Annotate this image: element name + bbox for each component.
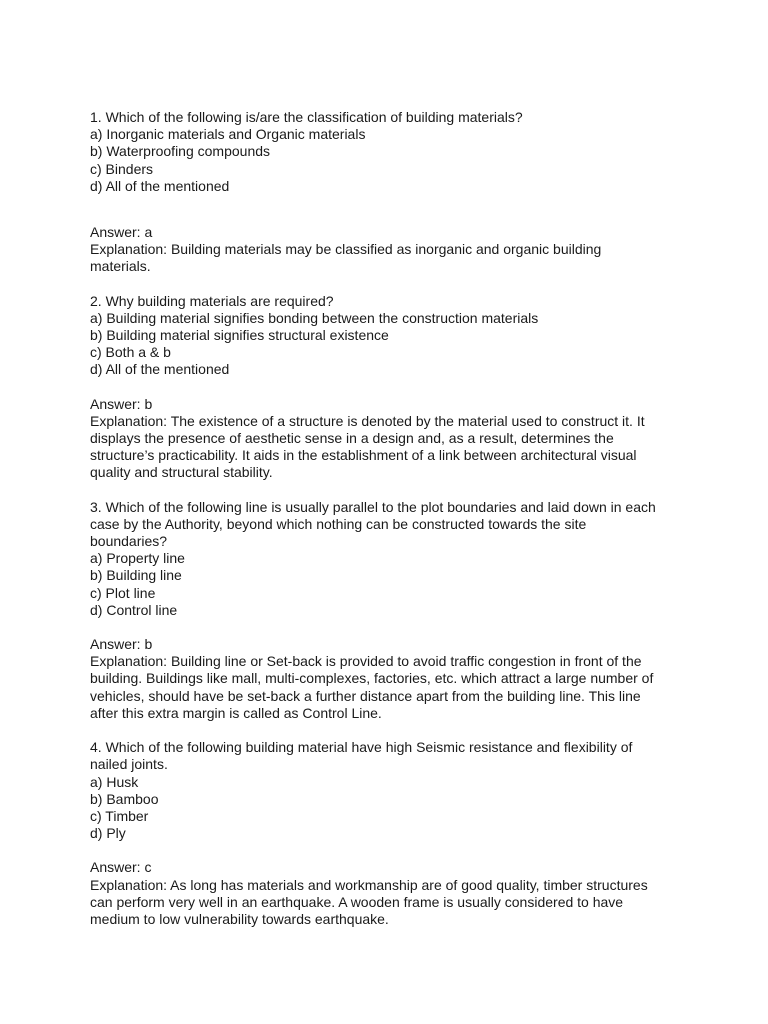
explanation-line: displays the presence of aesthetic sense in a design and, as a result, determines the bbox=[90, 430, 614, 447]
question-text: 3. Which of the following line is usually parallel to the plot boundaries and laid down in each bbox=[90, 498, 656, 515]
question-block-1 bbox=[90, 109, 690, 195]
explanation-line: structure’s practicability. It aids in the establishment of a link between architectural visual bbox=[90, 447, 637, 464]
option-c: c) Binders bbox=[90, 160, 154, 177]
option-b: b) Building line bbox=[90, 567, 182, 584]
question-text: nailed joints. bbox=[90, 756, 168, 773]
question-block-4 bbox=[90, 739, 690, 842]
option-c: c) Both a & b bbox=[90, 344, 171, 361]
explanation-line: vehicles, should have be set-back a further distance apart from the building line. This line bbox=[90, 687, 641, 704]
option-a: a) Building material signifies bonding between the construction materials bbox=[90, 309, 539, 326]
option-d: d) All of the mentioned bbox=[90, 361, 230, 378]
option-a: a) Inorganic materials and Organic materials bbox=[90, 126, 366, 143]
option-b: b) Bamboo bbox=[90, 790, 159, 807]
option-b: b) Waterproofing compounds bbox=[90, 143, 271, 160]
question-text: case by the Authority, beyond which nothing can be constructed towards the site bbox=[90, 515, 587, 532]
answer-block-4 bbox=[90, 859, 690, 928]
explanation-line: materials. bbox=[90, 258, 151, 275]
option-d: d) Ply bbox=[90, 825, 126, 842]
answer-text: Answer: c bbox=[90, 859, 152, 876]
question-block-2 bbox=[90, 293, 690, 379]
explanation-line: Explanation: Building line or Set-back is provided to avoid traffic congestion in front of the bbox=[90, 653, 642, 670]
explanation-line: Explanation: Building materials may be classified as inorganic and organic building bbox=[90, 241, 602, 258]
question-text: 1. Which of the following is/are the classification of building materials? bbox=[90, 109, 523, 125]
explanation-line: after this extra margin is called as Control Line. bbox=[90, 704, 382, 721]
document-content bbox=[90, 109, 690, 928]
question-text: boundaries? bbox=[90, 533, 168, 550]
option-b: b) Building material signifies structural existence bbox=[90, 327, 389, 344]
question-block-3 bbox=[90, 499, 690, 619]
option-d: d) Control line bbox=[90, 601, 178, 618]
option-d: d) All of the mentioned bbox=[90, 177, 230, 194]
answer-block-2 bbox=[90, 396, 690, 482]
option-c: c) Plot line bbox=[90, 584, 156, 601]
explanation-line: medium to low vulnerability towards earthquake. bbox=[90, 910, 389, 927]
explanation-line: Explanation: The existence of a structure is denoted by the material used to construct it. It bbox=[90, 412, 645, 429]
explanation-line: can perform very well in an earthquake. A wooden frame is usually considered to have bbox=[90, 893, 624, 910]
explanation-line: building. Buildings like mall, multi-complexes, factories, etc. which attract a large number of bbox=[90, 670, 654, 687]
answer-text: Answer: a bbox=[90, 224, 153, 241]
answer-block-3 bbox=[90, 636, 690, 722]
question-text: 4. Which of the following building material have high Seismic resistance and flexibility of bbox=[90, 739, 633, 756]
question-text: 2. Why building materials are required? bbox=[90, 292, 334, 309]
option-a: a) Property line bbox=[90, 550, 185, 567]
explanation-line: quality and structural stability. bbox=[90, 464, 273, 481]
explanation-line: Explanation: As long has materials and workmanship are of good quality, timber structures bbox=[90, 876, 648, 893]
option-a: a) Husk bbox=[90, 773, 139, 790]
answer-text: Answer: b bbox=[90, 395, 153, 412]
option-c: c) Timber bbox=[90, 807, 149, 824]
answer-text: Answer: b bbox=[90, 636, 153, 653]
answer-block-1 bbox=[90, 224, 690, 276]
